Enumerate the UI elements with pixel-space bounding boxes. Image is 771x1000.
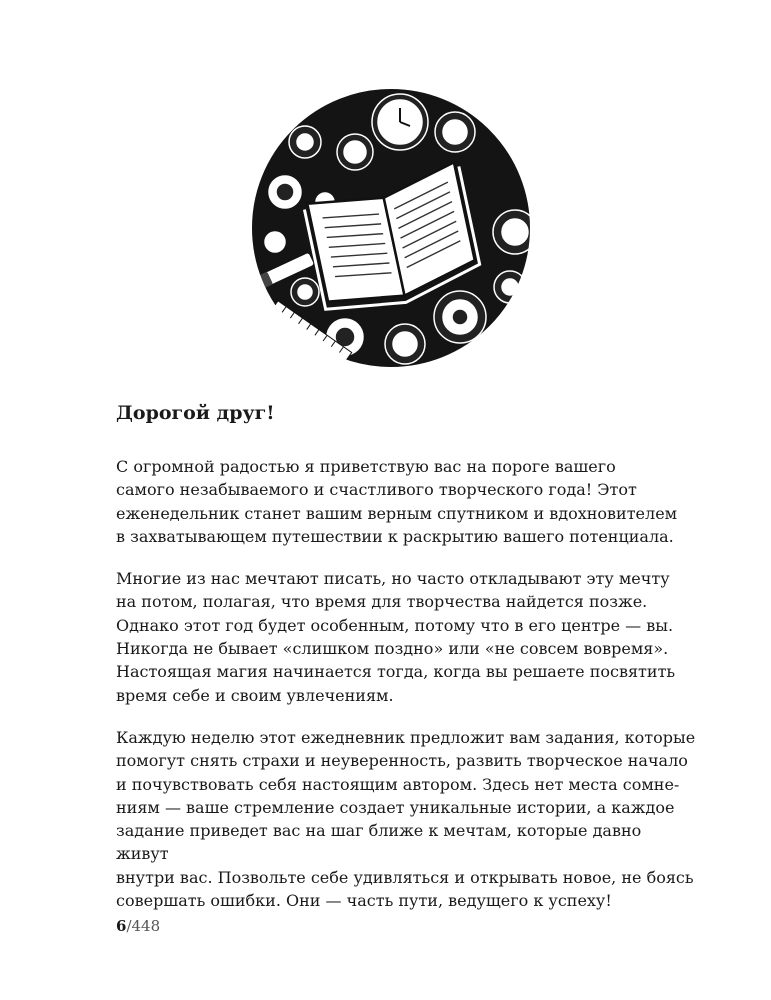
letter-body bbox=[116, 455, 696, 931]
page-total: /448 bbox=[126, 917, 161, 935]
paragraph-3: Каждую неделю этот ежедневник предложит вам задания, которые помогут снять страхи и неуверенность, развить творческое начало и почувствовать себя настоящим автором. Здесь нет места сомне- ниям — ваше стремление создает уникальные истории, а каждое задание приведет вас на шаг ближе к мечтам, которые давно живут внутри вас. Позвольте себе удивляться и открывать новое, не боясь совершать ошибки. Они — часть пути, ведущего к успеху! bbox=[116, 727, 696, 911]
paragraph-2: Многие из нас мечтают писать, но часто откладывают эту мечту на потом, полагая, что время для творчества найдется позже. Однако этот год будет особенным, потому что в его центре — вы. Никогда не бывает «слишком поздно» или «не совсем вовремя». Настоящая магия начинается тогда, когда вы решаете посвятить время себе и своим увлечениям. bbox=[116, 569, 676, 705]
greeting-heading: Дорогой друг! bbox=[116, 402, 275, 424]
paragraph-1: С огромной радостью я приветствую вас на пороге вашего самого незабываемого и счастливого творческого года! Этот еженедельник станет вашим верным спутником и вдохновителем в захватывающем путешествии к раскрытию вашего потенциала. bbox=[116, 457, 678, 546]
page-current: 6 bbox=[116, 917, 127, 935]
page-number bbox=[116, 917, 160, 935]
book-illustration bbox=[245, 82, 537, 374]
